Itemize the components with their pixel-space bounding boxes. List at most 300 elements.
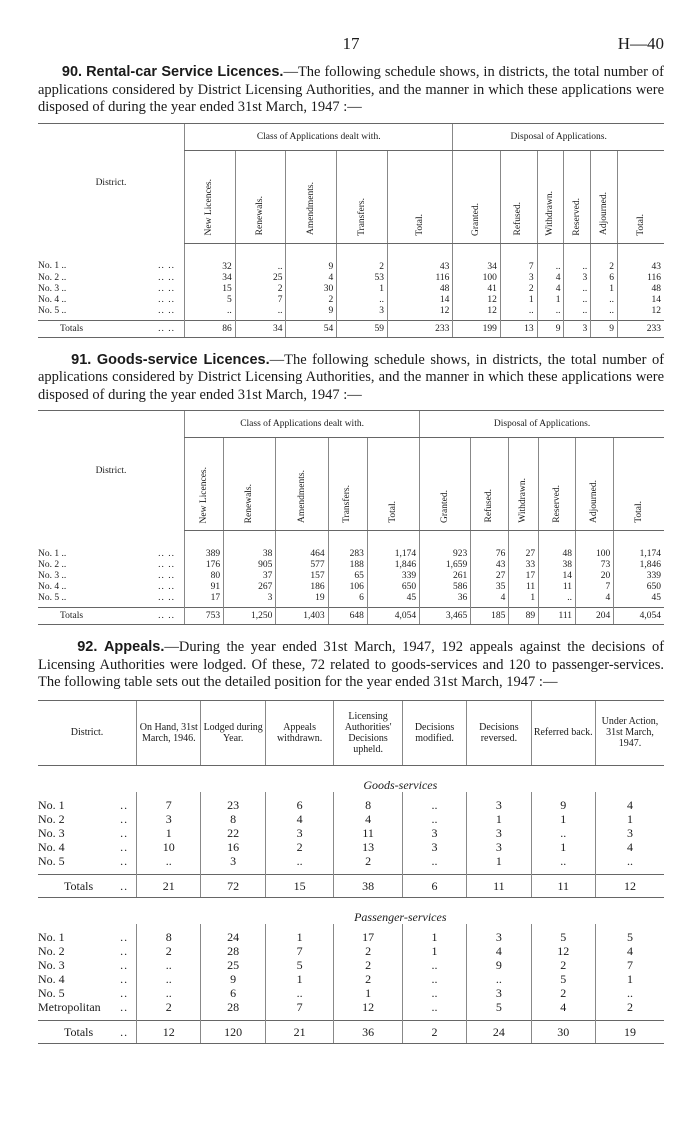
section-91-text: —The following schedule shows, in districts, the total number of applications considered by District Licensing Authorities, and the manner in which these applications were disposed of during the year ended 31st March, 1947 :— [38,351,665,403]
total-value-cell: 1,250 [224,608,276,625]
value-cell: 923 [420,531,471,561]
district-label: No. 2 [38,811,65,826]
value-cell: 577 [276,560,328,571]
total-value-cell: 30 [531,1020,595,1043]
appeals-column-header: Lodged during Year. [201,700,265,765]
value-cell: 1 [137,826,201,840]
value-cell: 176 [185,560,224,571]
leader-dots: .. [120,971,129,986]
value-cell: 4 [595,944,664,958]
table-row [38,582,664,593]
column-header [235,150,286,243]
district-column-header: District. [38,123,185,243]
totals-label: Totals [60,323,84,334]
leader-dots: .. [120,853,129,868]
table-row [38,840,664,854]
totals-row [38,608,664,625]
total-value-cell: 54 [286,320,337,337]
value-cell: 1 [337,284,388,295]
column-header [471,438,509,531]
totals-cell [38,1020,137,1043]
table-row [38,854,664,868]
district-label: No. 3 .. [38,283,67,294]
value-cell: 25 [201,958,265,972]
value-cell: 100 [576,531,614,561]
district-label: No. 3 [38,825,65,840]
leader-dots: .. [120,839,129,854]
value-cell: 1 [402,944,466,958]
value-cell: 2 [334,854,403,868]
total-value-cell: 36 [334,1020,403,1043]
value-cell: .. [137,854,201,868]
value-cell: 14 [387,295,452,306]
value-cell: 1 [591,284,618,295]
value-cell: 10 [137,840,201,854]
value-cell: 2 [591,243,618,273]
totals-cell [38,874,137,897]
value-cell: 7 [137,798,201,812]
total-value-cell: 86 [185,320,236,337]
value-cell: 27 [509,531,539,561]
column-header-label: Reserved. [551,485,562,523]
value-cell: .. [467,972,531,986]
district-cell [38,1000,137,1014]
district-cell [38,812,137,826]
value-cell: 339 [614,571,664,582]
district-cell [38,958,137,972]
value-cell: 1 [531,812,595,826]
total-value-cell: 12 [595,874,664,897]
total-value-cell: 6 [402,874,466,897]
column-header-label: Amendments. [305,182,316,236]
value-cell: 12 [453,306,500,321]
table-row [38,593,664,608]
district-cell [38,854,137,868]
leader-dots: .. .. [158,305,175,316]
leader-dots: .. .. [158,582,175,592]
total-value-cell: 185 [471,608,509,625]
value-cell: 27 [471,571,509,582]
column-header-label: Adjourned. [598,192,609,236]
value-cell: 2 [500,284,537,295]
value-cell: 5 [265,958,334,972]
value-cell: 905 [224,560,276,571]
district-cell [38,986,137,1000]
value-cell: .. [137,958,201,972]
value-cell: 5 [467,1000,531,1014]
value-cell: 5 [185,295,236,306]
column-header [328,438,367,531]
table-row [38,972,664,986]
column-header [618,150,665,243]
value-cell: 12 [334,1000,403,1014]
leader-dots: .. [120,943,129,958]
totals-cell [38,320,185,337]
value-cell: .. [500,306,537,321]
value-cell: 1 [265,930,334,944]
value-cell: 1 [595,972,664,986]
value-cell: 3 [402,826,466,840]
value-cell: 2 [334,944,403,958]
column-header-label: Granted. [471,202,482,236]
value-cell: 3 [337,306,388,321]
value-cell: 38 [224,531,276,561]
table-row [38,306,664,321]
rental-car-schedule-table [38,123,664,338]
table-row [38,273,664,284]
appeals-column-header: Decisions modified. [402,700,466,765]
total-value-cell: 2 [402,1020,466,1043]
value-cell: .. [531,826,595,840]
appeals-column-header: Referred back. [531,700,595,765]
column-header-label: Renewals. [244,483,255,523]
total-value-cell: 59 [337,320,388,337]
value-cell: 5 [531,972,595,986]
value-cell: .. [564,295,591,306]
leader-dots: .. .. [158,283,175,294]
value-cell: .. [564,243,591,273]
value-cell: 1 [595,812,664,826]
value-cell: 3 [467,798,531,812]
total-value-cell: 9 [537,320,564,337]
value-cell: .. [402,854,466,868]
leader-dots: .. .. [158,560,175,570]
column-header-label: Total. [414,213,425,236]
total-value-cell: 4,054 [367,608,419,625]
total-value-cell: 3,465 [420,608,471,625]
column-header [591,150,618,243]
column-header-label: Total. [635,213,646,236]
district-cell [38,593,185,608]
value-cell: 24 [201,930,265,944]
value-cell: 650 [367,582,419,593]
totals-row [38,874,664,897]
district-label: No. 4 [38,971,65,986]
table-row [38,531,664,561]
leader-dots: .. .. [158,571,175,581]
goods-services-subheading: Goods-services [363,777,438,792]
appeals-table [38,700,664,1044]
column-header [224,438,276,531]
value-cell: 116 [387,273,452,284]
value-cell: 43 [387,243,452,273]
leader-dots: .. [120,825,129,840]
district-label: No. 1 [38,929,65,944]
total-value-cell: 11 [531,874,595,897]
value-cell: .. [185,306,236,321]
total-value-cell: 120 [201,1020,265,1043]
value-cell: 33 [509,560,539,571]
totals-label: Totals [60,611,84,621]
district-cell [38,571,185,582]
value-cell: 48 [618,284,665,295]
value-cell: 4 [595,840,664,854]
appeals-column-header: Under Action, 31st March, 1947. [595,700,664,765]
value-cell: 45 [614,593,664,608]
district-cell [38,273,185,284]
value-cell: .. [537,243,564,273]
column-header [564,150,591,243]
column-header-label: New Licences. [198,466,209,523]
value-cell: 23 [201,798,265,812]
appeals-column-header: Licensing Authorities' Decisions upheld. [334,700,403,765]
value-cell: 12 [387,306,452,321]
value-cell: 1 [500,295,537,306]
district-cell [38,306,185,321]
value-cell: 116 [618,273,665,284]
district-cell [38,582,185,593]
total-value-cell: 199 [453,320,500,337]
value-cell: 1 [537,295,564,306]
value-cell: 1 [467,854,531,868]
district-label: No. 4 [38,839,65,854]
district-cell [38,560,185,571]
goods-service-schedule-table [38,410,664,625]
leader-dots: .. [120,811,129,826]
disposal-of-applications-header: Disposal of Applications. [453,123,664,150]
value-cell: .. [591,295,618,306]
value-cell: .. [531,854,595,868]
column-header-label: New Licences. [204,179,215,236]
value-cell: .. [402,1000,466,1014]
table-row [38,571,664,582]
value-cell: 283 [328,531,367,561]
total-value-cell: 204 [576,608,614,625]
total-value-cell: 21 [137,874,201,897]
column-header-label: Total. [633,501,644,523]
value-cell: .. [591,306,618,321]
value-cell: 20 [576,571,614,582]
column-header [509,438,539,531]
table-row [38,944,664,958]
value-cell: .. [235,243,286,273]
total-value-cell: 1,403 [276,608,328,625]
value-cell: 8 [137,930,201,944]
section-90-paragraph [38,64,664,117]
district-label: No. 4 .. [38,582,67,592]
value-cell: 4 [286,273,337,284]
value-cell: 3 [224,593,276,608]
value-cell: 48 [387,284,452,295]
column-header-label: Transfers. [356,197,367,236]
value-cell: 2 [235,284,286,295]
value-cell: 1 [467,812,531,826]
column-header [614,438,664,531]
section-90-text: —The following schedule shows, in districts, the total number of applications considered by District Licensing Authorities, and the manner in which these applications were disposed of during the year ended 31st March, 1947 :— [38,64,665,115]
column-header [276,438,328,531]
leader-dots: .. .. [158,548,175,559]
value-cell: 3 [595,826,664,840]
value-cell: .. [402,812,466,826]
value-cell: 36 [420,593,471,608]
totals-label: Totals [64,878,94,893]
column-header [337,150,388,243]
value-cell: 1,846 [367,560,419,571]
district-cell [38,972,137,986]
section-92-text: —During the year ended 31st March, 1947, 192 appeals against the decisions of Licensing Authorities were lodged. Of these, 72 related to goods-services and 120 to passenger-services. The following table sets out the detailed position for the year ended 31st March, 1947 :— [38,639,665,690]
value-cell: 389 [185,531,224,561]
value-cell: 1,174 [614,531,664,561]
value-cell: .. [402,798,466,812]
column-header-label: Transfers. [342,485,353,523]
district-cell [38,840,137,854]
value-cell: 9 [286,243,337,273]
value-cell: 15 [185,284,236,295]
district-label: No. 5 .. [38,305,67,316]
value-cell: 157 [276,571,328,582]
class-of-applications-header: Class of Applications dealt with. [185,411,420,438]
value-cell: 28 [201,944,265,958]
table-row [38,295,664,306]
value-cell: 2 [531,958,595,972]
total-value-cell: 111 [539,608,576,625]
section-90-number: 90. [61,64,83,80]
value-cell: 30 [286,284,337,295]
district-cell [38,284,185,295]
column-header [185,150,236,243]
district-label: No. 3 .. [38,571,67,581]
value-cell: 14 [618,295,665,306]
value-cell: 4 [537,273,564,284]
column-header [453,150,500,243]
value-cell: 106 [328,582,367,593]
value-cell: 188 [328,560,367,571]
value-cell: .. [137,986,201,1000]
value-cell: 9 [286,306,337,321]
value-cell: 7 [235,295,286,306]
totals-row [38,320,664,337]
district-label: No. 5 .. [38,593,67,603]
value-cell: 45 [367,593,419,608]
total-value-cell: 4,054 [614,608,664,625]
column-header [576,438,614,531]
leader-dots: .. [120,878,129,893]
value-cell: 73 [576,560,614,571]
value-cell: .. [402,972,466,986]
section-92-number: 92. [77,639,98,655]
table-row [38,986,664,1000]
column-header [185,438,224,531]
table-row [38,243,664,273]
value-cell: 11 [334,826,403,840]
column-header [367,438,419,531]
value-cell: 76 [471,531,509,561]
document-reference: H—40 [617,34,664,53]
value-cell: 1,846 [614,560,664,571]
appeals-column-header: Decisions reversed. [467,700,531,765]
value-cell: 4 [576,593,614,608]
value-cell: .. [564,284,591,295]
value-cell: 22 [201,826,265,840]
leader-dots: .. .. [158,611,175,621]
value-cell: 2 [595,1000,664,1014]
table-row [38,798,664,812]
table-row [38,1000,664,1014]
page-number: 17 [342,34,360,53]
column-header [286,150,337,243]
value-cell: 19 [276,593,328,608]
total-value-cell: 38 [334,874,403,897]
value-cell: .. [539,593,576,608]
value-cell: 80 [185,571,224,582]
value-cell: 7 [265,1000,334,1014]
district-column-header: District. [38,411,185,531]
value-cell: 261 [420,571,471,582]
value-cell: 4 [595,798,664,812]
column-header-label: Amendments. [296,469,307,523]
value-cell: 17 [185,593,224,608]
column-header-label: Total. [387,501,398,523]
total-value-cell: 21 [265,1020,334,1043]
disposal-of-applications-header: Disposal of Applications. [420,411,664,438]
table-row [38,826,664,840]
document-page [38,34,664,1044]
total-value-cell: 13 [500,320,537,337]
value-cell: 12 [531,944,595,958]
value-cell: 5 [531,930,595,944]
value-cell: 32 [185,243,236,273]
value-cell: 4 [471,593,509,608]
total-value-cell: 3 [564,320,591,337]
district-cell [38,944,137,958]
total-value-cell: 34 [235,320,286,337]
leader-dots: .. [120,957,129,972]
column-header [539,438,576,531]
value-cell: 4 [537,284,564,295]
value-cell: 6 [328,593,367,608]
total-value-cell: 753 [185,608,224,625]
value-cell: .. [595,986,664,1000]
value-cell: 17 [509,571,539,582]
section-91-paragraph [38,352,664,405]
class-of-applications-header: Class of Applications dealt with. [185,123,453,150]
total-value-cell: 9 [591,320,618,337]
value-cell: 6 [265,798,334,812]
value-cell: 7 [265,944,334,958]
total-value-cell: 233 [618,320,665,337]
value-cell: 3 [137,812,201,826]
value-cell: 3 [402,840,466,854]
value-cell: 3 [564,273,591,284]
value-cell: 2 [337,243,388,273]
value-cell: 1,659 [420,560,471,571]
value-cell: 3 [201,854,265,868]
district-cell [38,295,185,306]
value-cell: 43 [618,243,665,273]
district-label: No. 4 .. [38,294,67,305]
section-91-heading: Goods-service Licences. [96,351,270,368]
section-92-heading: Appeals. [103,639,165,655]
value-cell: 11 [509,582,539,593]
leader-dots: .. .. [158,272,175,283]
appeals-column-header: On Hand, 31st March, 1946. [137,700,201,765]
value-cell: 6 [591,273,618,284]
district-label: Metropolitan [38,999,101,1014]
value-cell: 1 [531,840,595,854]
table-row [38,930,664,944]
value-cell: 9 [201,972,265,986]
total-value-cell: 11 [467,874,531,897]
value-cell: 6 [201,986,265,1000]
appeals-column-header: Appeals withdrawn. [265,700,334,765]
district-cell [38,930,137,944]
value-cell: .. [235,306,286,321]
value-cell: 53 [337,273,388,284]
value-cell: 12 [618,306,665,321]
value-cell: 17 [334,930,403,944]
value-cell: 4 [265,812,334,826]
value-cell: .. [402,958,466,972]
